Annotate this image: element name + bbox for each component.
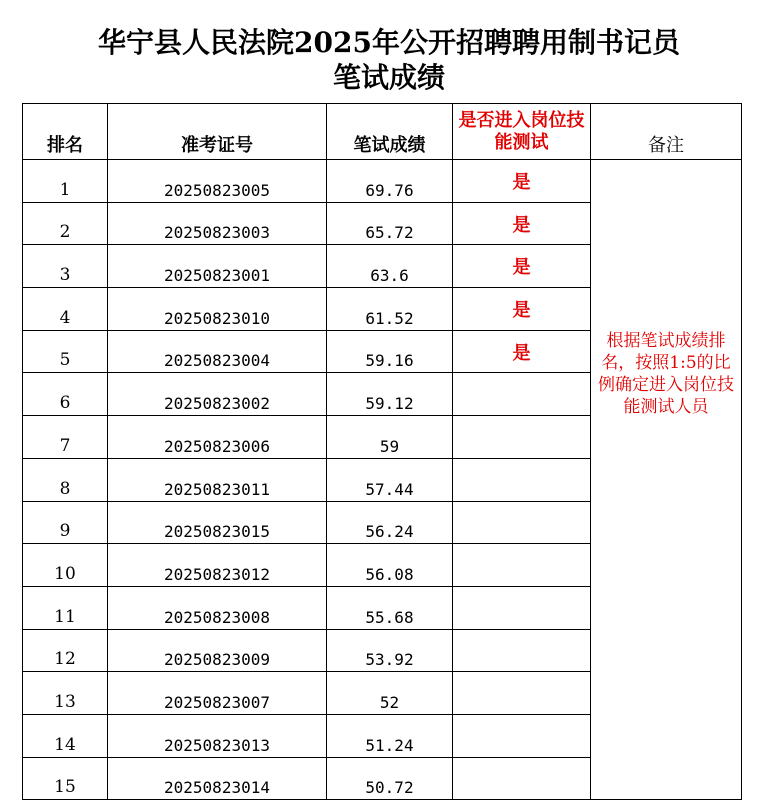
rank-cell: 9 bbox=[23, 501, 108, 544]
score-cell: 53.92 bbox=[327, 629, 453, 672]
page-subtitle: 笔试成绩 bbox=[332, 61, 445, 94]
exam-no-cell: 20250823010 bbox=[108, 288, 327, 331]
advance-cell bbox=[453, 672, 591, 715]
rank-cell: 5 bbox=[23, 330, 108, 373]
header-remark: 备注 bbox=[591, 104, 742, 160]
advance-cell: 是 bbox=[453, 245, 591, 288]
rank-cell: 3 bbox=[23, 245, 108, 288]
advance-cell bbox=[453, 458, 591, 501]
exam-no-cell: 20250823007 bbox=[108, 672, 327, 715]
exam-no-cell: 20250823004 bbox=[108, 330, 327, 373]
rank-cell: 4 bbox=[23, 288, 108, 331]
score-cell: 56.08 bbox=[327, 544, 453, 587]
exam-no-cell: 20250823002 bbox=[108, 373, 327, 416]
header-row bbox=[23, 104, 742, 160]
exam-no-cell: 20250823012 bbox=[108, 544, 327, 587]
header-advance: 是否进入岗位技能测试 bbox=[453, 104, 591, 160]
score-cell: 63.6 bbox=[327, 245, 453, 288]
rank-cell: 15 bbox=[23, 757, 108, 800]
score-cell: 69.76 bbox=[327, 160, 453, 203]
exam-no-cell: 20250823001 bbox=[108, 245, 327, 288]
advance-cell: 是 bbox=[453, 160, 591, 203]
advance-cell bbox=[453, 416, 591, 459]
score-cell: 50.72 bbox=[327, 757, 453, 800]
exam-no-cell: 20250823015 bbox=[108, 501, 327, 544]
rank-cell: 2 bbox=[23, 202, 108, 245]
score-cell: 59 bbox=[327, 416, 453, 459]
rank-cell: 14 bbox=[23, 714, 108, 757]
rank-cell: 11 bbox=[23, 586, 108, 629]
score-cell: 56.24 bbox=[327, 501, 453, 544]
page-title: 华宁县人民法院2025年公开招聘聘用制书记员 bbox=[98, 26, 680, 59]
rank-cell: 12 bbox=[23, 629, 108, 672]
header-score: 笔试成绩 bbox=[327, 104, 453, 160]
score-cell: 52 bbox=[327, 672, 453, 715]
advance-cell bbox=[453, 373, 591, 416]
rank-cell: 10 bbox=[23, 544, 108, 587]
rank-cell: 6 bbox=[23, 373, 108, 416]
header-rank: 排名 bbox=[23, 104, 108, 160]
score-cell: 55.68 bbox=[327, 586, 453, 629]
advance-cell bbox=[453, 714, 591, 757]
remark-cell: 根据笔试成绩排名，按照1:5的比例确定进入岗位技能测试人员 bbox=[591, 160, 742, 800]
advance-cell: 是 bbox=[453, 202, 591, 245]
header-exam-no: 准考证号 bbox=[108, 104, 327, 160]
score-cell: 59.16 bbox=[327, 330, 453, 373]
advance-cell bbox=[453, 544, 591, 587]
advance-cell bbox=[453, 586, 591, 629]
advance-cell bbox=[453, 501, 591, 544]
exam-no-cell: 20250823003 bbox=[108, 202, 327, 245]
advance-cell bbox=[453, 629, 591, 672]
exam-no-cell: 20250823009 bbox=[108, 629, 327, 672]
score-cell: 51.24 bbox=[327, 714, 453, 757]
exam-no-cell: 20250823006 bbox=[108, 416, 327, 459]
advance-cell bbox=[453, 757, 591, 800]
exam-no-cell: 20250823005 bbox=[108, 160, 327, 203]
score-cell: 61.52 bbox=[327, 288, 453, 331]
score-cell: 65.72 bbox=[327, 202, 453, 245]
rank-cell: 8 bbox=[23, 458, 108, 501]
exam-no-cell: 20250823014 bbox=[108, 757, 327, 800]
exam-no-cell: 20250823011 bbox=[108, 458, 327, 501]
score-cell: 57.44 bbox=[327, 458, 453, 501]
score-table bbox=[22, 103, 742, 800]
score-cell: 59.12 bbox=[327, 373, 453, 416]
advance-cell: 是 bbox=[453, 288, 591, 331]
advance-cell: 是 bbox=[453, 330, 591, 373]
rank-cell: 7 bbox=[23, 416, 108, 459]
rank-cell: 1 bbox=[23, 160, 108, 203]
exam-no-cell: 20250823008 bbox=[108, 586, 327, 629]
rank-cell: 13 bbox=[23, 672, 108, 715]
table-row bbox=[23, 160, 742, 203]
exam-no-cell: 20250823013 bbox=[108, 714, 327, 757]
